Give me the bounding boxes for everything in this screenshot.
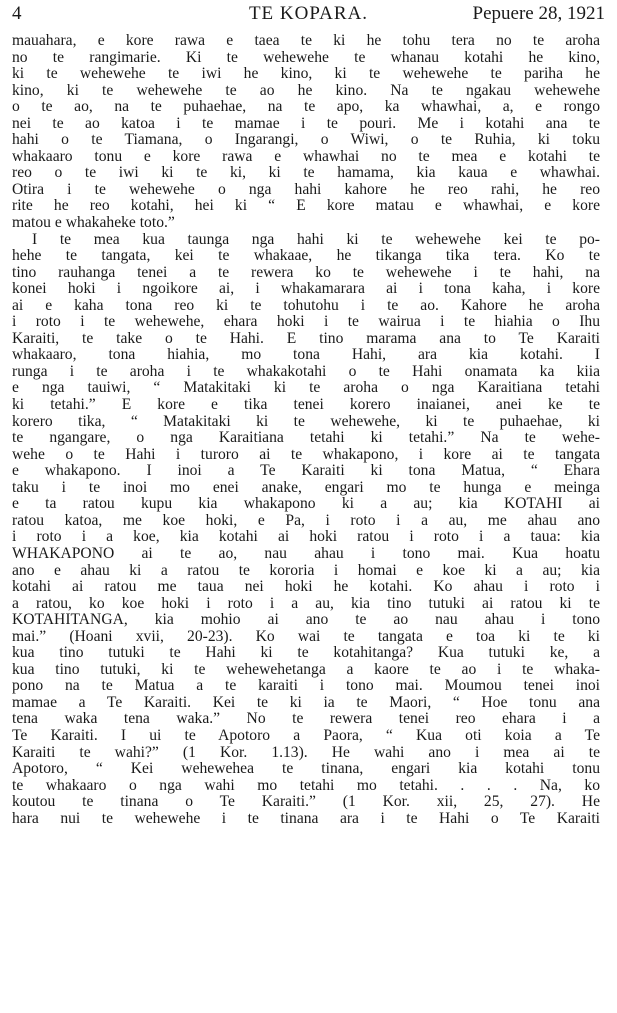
text-line: e ta ratou kupu kia whakapono ki a au; kia KOTAHI ai — [12, 496, 600, 513]
text-line: e whakapono. I inoi a Te Karaiti ki tona Matua, “ Ehara — [12, 463, 600, 480]
text-line: reo o te iwi ki te ki, ki te hamama, kia kaua e whawhai. — [12, 165, 600, 182]
text-line: WHAKAPONO ai te ao, nau ahau i tono mai. Kua hoatu — [12, 545, 600, 562]
text-line: i roto i a koe, kia kotahi ai hoki ratou i roto i a taua: kia — [12, 529, 600, 546]
text-line: pono na te Matua a te karaiti i tono mai. Moumou tenei inoi — [12, 678, 600, 695]
text-line: hara nui te wehewehe i te tinana ara i te Hahi o Te Karaiti — [12, 810, 600, 827]
text-line: whakaaro tonu e kore rawa e whawhai no te mea e kotahi te — [12, 148, 600, 165]
text-line: Te Karaiti. I ui te Apotoro a Paora, “ Kua oti koia a Te — [12, 727, 600, 744]
text-line: KOTAHITANGA, kia mohio ai ano te ao nau ahau i tono — [12, 612, 600, 629]
text-line: ki te wehewehe te iwi he kino, ki te wehewehe te pariha he — [12, 66, 600, 83]
text-line: hehe te tangata, kei te whakaae, he tikanga tika tera. Ko te — [12, 248, 600, 265]
text-line: tino rauhanga tenei a te rewera ko te wehewehe i te hahi, na — [12, 264, 600, 281]
text-line: hahi o te Tiamana, o Ingarangi, o Wiwi, o te Ruhia, ki toku — [12, 132, 600, 149]
text-line: a ratou, ko koe hoki i roto i a au, kia tino tutuki ai ratou ki te — [12, 595, 600, 612]
text-line: whakaaro, tona hiahia, mo tona Hahi, ara kia kotahi. I — [12, 347, 600, 364]
text-line: e nga tauiwi, “ Matakitaki ki te aroha o nga Karaitiana tetahi — [12, 380, 600, 397]
text-line: mauahara, e kore rawa e taea te ki he tohu tera no te aroha — [12, 33, 600, 49]
text-line: tena waka tena waka.” No te rewera tenei reo ehara i a — [12, 711, 600, 728]
publication-title: TE KOPARA. — [248, 3, 369, 24]
text-line: Karaiti, te take o te Hahi. E tino marama ana to Te Karaiti — [12, 330, 600, 347]
text-line: ai e kaha tona reo ki te tohutohu i te ao. Kahore he aroha — [12, 297, 600, 314]
text-line: kua tino tutuki, ki te wehewehetanga a kaore te ao i te whaka- — [12, 661, 600, 678]
text-line: o te ao, na te puhaehae, na te apo, ka whawhai, a, e rongo — [12, 99, 600, 116]
text-line: te whakaaro o nga wahi mo tetahi mo tetahi. . . . Na, ko — [12, 777, 600, 794]
text-line: taku i te inoi mo enei anake, engari mo te hunga e meinga — [12, 479, 600, 496]
text-line: mai.” (Hoani xvii, 20-23). Ko wai te tangata e toa ki te ki — [12, 628, 600, 645]
text-line: ratou katoa, me koe hoki, e Pa, i roto i a au, me ahau ano — [12, 512, 600, 529]
text-line: nei te ao katoa i te mamae i te pouri. Me i kotahi ana te — [12, 115, 600, 132]
text-line: korero tika, “ Matakitaki ki te wehewehe, ki te puhaehae, ki — [12, 413, 600, 430]
text-line: te ngangare, o nga Karaitiana tetahi ki tetahi.” Na te wehe- — [12, 430, 600, 447]
text-line: ano e ahau ki a ratou te kororia i homai e koe ki a au; kia — [12, 562, 600, 579]
running-header — [12, 3, 605, 27]
issue-date: Pepuere 28, 1921 — [472, 3, 605, 24]
text-line: ki tetahi.” E kore e tika tenei korero inaianei, anei ke te — [12, 397, 600, 414]
text-line: i roto i te wehewehe, ehara hoki i te wairua i te hiahia o Ihu — [12, 314, 600, 331]
text-line: rite he reo kotahi, hei ki “ E kore matau e whawhai, e kore — [12, 198, 600, 215]
page-number: 4 — [12, 3, 22, 24]
text-line: kino, ki te wehewehe te ao he kino. Na te ngakau wehewehe — [12, 82, 600, 99]
text-line: kua tino tutuki te Hahi ki te kotahitanga? Kua tutuki ke, a — [12, 645, 600, 662]
text-line: Apotoro, “ Kei wehewehea te tinana, engari kia kotahi tonu — [12, 761, 600, 778]
text-line: I te mea kua taunga nga hahi ki te wehewehe kei te po- — [32, 231, 600, 248]
text-line: mamae a Te Karaiti. Kei te ki ia te Maori, “ Hoe tonu ana — [12, 694, 600, 711]
text-line: runga i te aroha i te whakakotahi o te Hahi onamata ka kiia — [12, 363, 600, 380]
text-line: matou e whakaheke toto.” — [12, 215, 175, 232]
text-line: Otira i te wehewehe o nga hahi kahore he reo rahi, he reo — [12, 181, 600, 198]
body-text — [12, 33, 600, 827]
text-line: wehe o te Hahi i turoro ai te whakapono, i kore ai te tangata — [12, 446, 600, 463]
text-line: kotahi ai ratou me taua nei hoki he kotahi. Ko ahau i roto i — [12, 579, 600, 596]
text-line: konei hoki i ngoikore ai, i whakamarara ai i tona kaha, i kore — [12, 281, 600, 298]
text-line: no te rangimarie. Ki te wehewehe te whanau kotahi he kino, — [12, 49, 600, 66]
text-line: koutou te tinana o Te Karaiti.” (1 Kor. xii, 25, 27). He — [12, 794, 600, 811]
text-line: Karaiti te wahi?” (1 Kor. 1.13). He wahi ano i mea ai te — [12, 744, 600, 761]
